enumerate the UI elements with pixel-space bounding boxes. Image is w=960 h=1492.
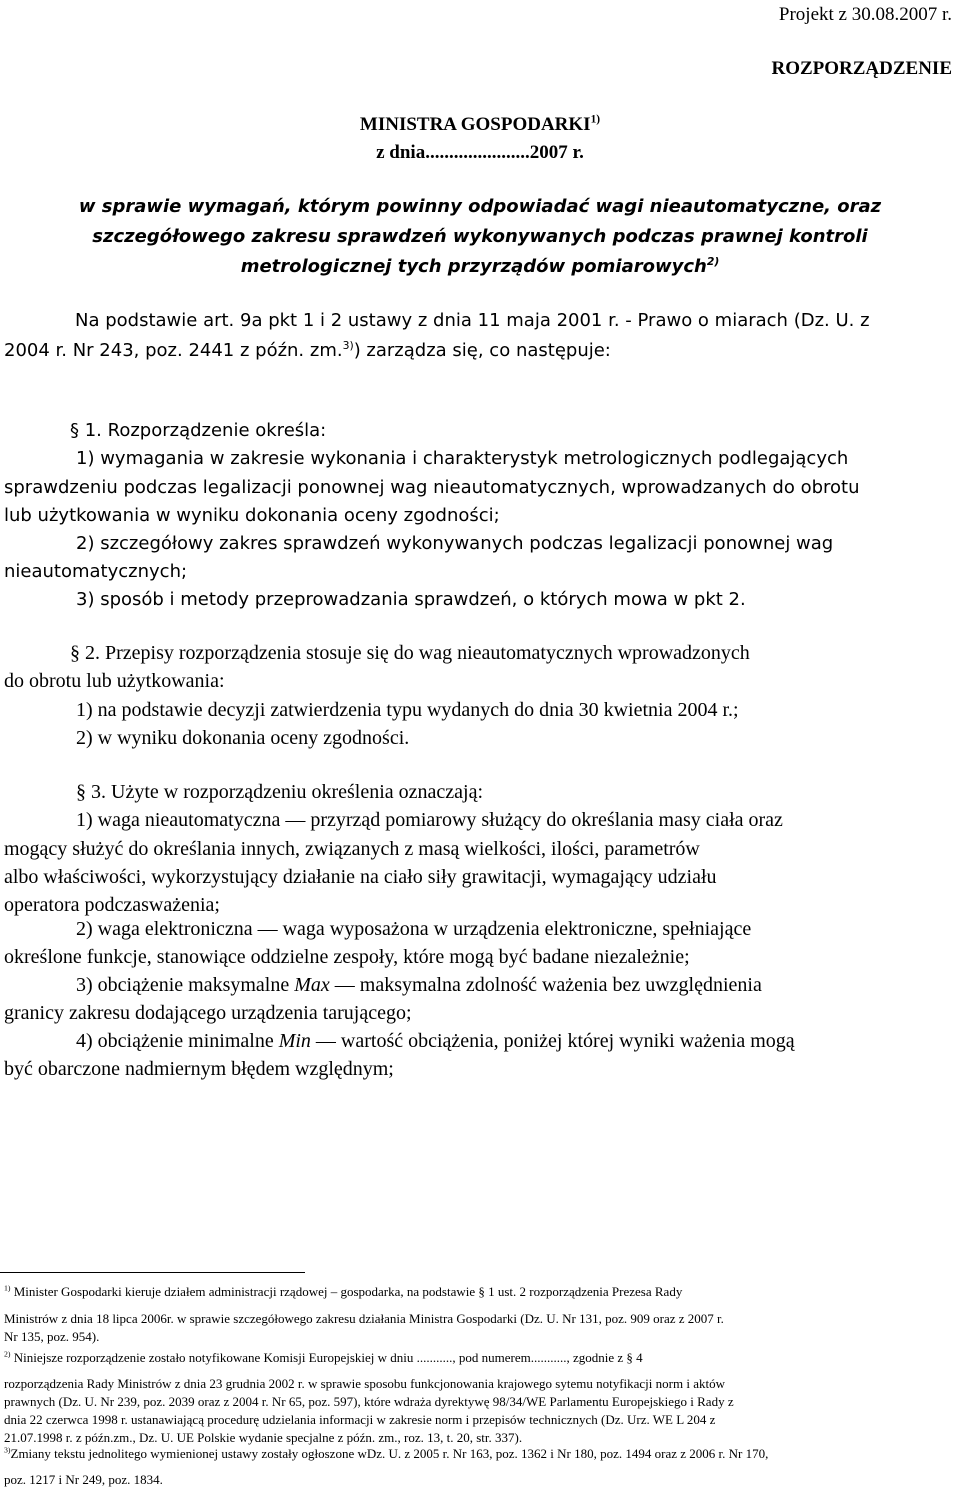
section-3-line-8: granicy zakresu dodającego urządzenia tarującego; — [4, 1002, 412, 1024]
section-3-item-1: 1) waga nieautomatyczna — przyrząd pomiarowy służący do określania masy ciała oraz — [76, 809, 783, 831]
section-3-item-3 — [76, 974, 762, 997]
section-3-head: § 3. Użyte w rozporządzeniu określenia oznaczają: — [76, 781, 484, 803]
footnote-1-line-3: Nr 135, poz. 954). — [4, 1329, 100, 1344]
issue-date: z dnia......................2007 r. — [376, 142, 584, 163]
section-3-line-2: mogący służyć do określania innych, związanych z masą wielkości, ilości, parametrów — [4, 838, 700, 860]
section-2-item-2: 2) w wyniku dokonania oceny zgodności. — [76, 727, 410, 749]
legal-basis-line-2a: 2004 r. Nr 243, poz. 2441 z późn. zm. — [4, 340, 343, 361]
footnote-2-line-4: dnia 22 czerwca 1998 r. ustanawiającą procedurę udzielania informacji w zakresie norm i przepisów technicznych (Dz. Urz. WE L 204 z — [4, 1412, 716, 1427]
issuer-name: MINISTRA GOSPODARKI — [359, 114, 591, 135]
section-3-item-3-b: — maksymalna zdolność ważenia bez uwzględnienia — [329, 974, 762, 996]
section-2-line-1: do obrotu lub użytkowania: — [4, 670, 225, 692]
footnote-2-mark: 2) — [4, 1349, 11, 1359]
footnote-2-line-5: 21.07.1998 r. z późn.zm., Dz. U. UE Polskie wydanie specjalne z późn. zm., roz. 13, t. 20, str. 337). — [4, 1430, 523, 1445]
document-kind: ROZPORZĄDZENIE — [771, 58, 952, 79]
section-3-item-2: 2) waga elektroniczna — waga wyposażona w urządzenia elektroniczne, spełniające — [76, 918, 752, 940]
subject-line-1: w sprawie wymagań, którym powinny odpowiadać wagi nieautomatyczne, oraz — [78, 196, 882, 217]
legal-basis-line-1: Na podstawie art. 9a pkt 1 i 2 ustawy z dnia 11 maja 2001 r. - Prawo o miarach (Dz. U. z — [75, 310, 870, 331]
section-3-item-4 — [76, 1030, 795, 1053]
legal-basis-line-2 — [4, 340, 611, 361]
footnote-3-mark: 3) — [4, 1445, 11, 1455]
subject-line-2: szczegółowego zakresu sprawdzeń wykonywanych podczas prawnej kontroli — [92, 226, 868, 247]
footnote-1-line-2: Ministrów z dnia 18 lipca 2006r. w sprawie szczegółowego zakresu działania Ministra Gospodarki (Dz. U. Nr 131, poz. 909 oraz z 2007 r. — [4, 1311, 724, 1326]
footnote-3-text-1: Zmiany tekstu jednolitego wymienionej ustawy zostały ogłoszone wDz. U. z 2005 r. Nr 163, poz. 1362 i Nr 180, poz. 1494 oraz z 2006 r. Nr 170, — [10, 1446, 769, 1461]
subject-line-3-text: metrologicznej tych przyrządów pomiarowych — [240, 256, 707, 277]
subject-line-3 — [0, 256, 960, 277]
section-3-line-10: być obarczone nadmiernym błędem względnym; — [4, 1058, 394, 1080]
footnote-1-line-1 — [4, 1284, 682, 1300]
footnote-1-mark: 1) — [4, 1283, 11, 1293]
section-3-line-4: operatora podczasważenia; — [4, 894, 220, 916]
footnote-separator — [0, 1272, 305, 1273]
footnote-2-line-3: prawnych (Dz. U. Nr 239, poz. 2039 oraz z 2004 r. Nr 65, poz. 597), które wdraża dyrektywę 98/34/WE Parlamentu Europejskiego i Rady z — [4, 1394, 734, 1409]
footnote-2-line-2: rozporządzenia Rady Ministrów z dnia 23 grudnia 2002 r. w sprawie sposobu funkcjonowania krajowego sytemu notyfikacji norm i aktów — [4, 1376, 725, 1391]
issuer — [0, 114, 960, 136]
draft-note: Projekt z 30.08.2007 r. — [778, 4, 952, 25]
section-1-item-1: 1) wymagania w zakresie wykonania i charakterystyk metrologicznych podlegających — [76, 448, 849, 469]
footnote-2-line-1 — [4, 1350, 643, 1366]
section-3-item-3-a: 3) obciążenie maksymalne — [76, 974, 295, 996]
footnote-1-text-1: Minister Gospodarki kieruje działem administracji rządowej – gospodarka, na podstawie § 1 ust. 2 rozporządzenia Prezesa Rady — [10, 1284, 683, 1299]
footnote-3-line-1 — [4, 1446, 768, 1462]
section-1-item-3: 3) sposób i metody przeprowadzania sprawdzeń, o których mowa w pkt 2. — [76, 589, 746, 610]
section-3-line-3: albo właściwości, wykorzystujący działanie na ciało siły grawitacji, wymagający udziału — [4, 866, 717, 888]
footnote-3-line-2: poz. 1217 i Nr 249, poz. 1834. — [4, 1472, 163, 1487]
footnote-2-text-1: Niniejsze rozporządzenie zostało notyfikowane Komisji Europejskiej w dniu ..........., pod numerem..........., zgodnie z § 4 — [10, 1350, 643, 1365]
legal-basis-footnote-mark: 3) — [342, 339, 354, 352]
section-3-item-4-a: 4) obciążenie minimalne — [76, 1030, 279, 1052]
section-3-line-6: określone funkcje, stanowiące oddzielne zespoły, które mogą być badane niezależnie; — [4, 946, 690, 968]
section-2-item-1: 1) na podstawie decyzji zatwierdzenia typu wydanych do dnia 30 kwietnia 2004 r.; — [76, 699, 739, 721]
section-1-line-5: nieautomatycznych; — [4, 561, 188, 582]
section-1-line-3: lub użytkowania w wyniku dokonania oceny zgodności; — [4, 505, 500, 526]
section-1-head: § 1. Rozporządzenie określa: — [70, 420, 327, 441]
max-symbol: Max — [294, 974, 330, 996]
section-1-item-2: 2) szczegółowy zakres sprawdzeń wykonywanych podczas legalizacji ponownej wag — [76, 533, 834, 554]
legal-basis-line-2b: ) zarządza się, co następuje: — [353, 340, 611, 361]
section-1-line-2: sprawdzeniu podczas legalizacji ponownej wag nieautomatycznych, wprowadzanych do obrotu — [4, 477, 860, 498]
min-symbol: Min — [278, 1030, 311, 1052]
section-3-item-4-b: — wartość obciążenia, poniżej której wyniki ważenia mogą — [310, 1030, 795, 1052]
issuer-footnote-mark: 1) — [590, 113, 601, 126]
subject-footnote-mark: 2) — [706, 255, 720, 268]
section-2-head: § 2. Przepisy rozporządzenia stosuje się do wag nieautomatycznych wprowadzonych — [70, 642, 750, 664]
